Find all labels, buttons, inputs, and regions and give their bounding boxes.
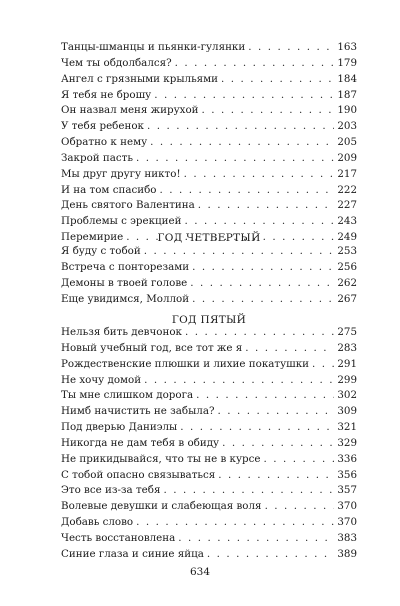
toc-entry-title: Танцы-шманцы и пьянки-гулянки (61, 41, 246, 53)
dot-leader (312, 357, 334, 373)
toc-entry-page: 256 (337, 260, 357, 273)
toc-entry-title: И на том спасибо (61, 183, 157, 196)
toc-entry-title: Рождественские плюшки и лихие покатушки (61, 357, 310, 370)
toc-entry (61, 72, 357, 88)
dot-leader (196, 388, 334, 404)
toc-year-four (61, 244, 357, 307)
toc-entry (61, 499, 357, 515)
toc-entry (61, 341, 357, 357)
toc-entry-title: Закрой пасть (61, 151, 133, 164)
toc-entry (61, 547, 357, 563)
toc-entry-page: 329 (337, 436, 357, 449)
toc-entry (61, 135, 357, 151)
toc-entry-page: 227 (337, 199, 357, 212)
dot-leader (180, 420, 334, 436)
toc-entry (61, 468, 357, 484)
dot-leader (184, 214, 334, 230)
dot-leader (160, 183, 335, 199)
toc-entry-title: Встреча с понторезами (61, 260, 190, 273)
toc-entry-page: 190 (337, 104, 357, 117)
toc-entry-title: Честь восстановлена (61, 531, 176, 544)
toc-entry (61, 452, 357, 468)
dot-leader (265, 499, 335, 515)
toc-entry (61, 183, 357, 199)
toc-entry-page: 383 (337, 531, 357, 544)
toc-entry (61, 515, 357, 531)
toc-entry-page: 262 (337, 276, 357, 289)
toc-entry-title: Я буду с тобой (61, 245, 141, 257)
dot-leader (217, 404, 334, 420)
toc-entry-page: 321 (337, 421, 357, 434)
toc-entry-title: Нельзя бить девчонок (61, 326, 182, 338)
toc-entry (61, 388, 357, 404)
dot-leader (150, 135, 334, 151)
toc-entry-page: 370 (337, 500, 357, 513)
section-heading-year-four: ГОД ЧЕТВЕРТЫЙ (157, 232, 261, 244)
toc-entry-page: 249 (337, 231, 357, 244)
toc-year-five (61, 325, 357, 563)
dot-leader (202, 103, 335, 119)
toc-entry-page: 299 (337, 373, 357, 386)
toc-entry-page: 163 (337, 41, 357, 53)
toc-entry-page: 222 (337, 183, 357, 196)
toc-entry-title: Это все из-за тебя (61, 484, 161, 497)
dot-leader (144, 244, 335, 260)
dot-leader (248, 40, 334, 56)
dot-leader (245, 341, 334, 357)
toc-entry-title: Новый учебный год, все тот же я (61, 341, 243, 354)
toc-entry (61, 531, 357, 547)
dot-leader (222, 436, 334, 452)
dot-leader (154, 88, 334, 104)
dot-leader (221, 72, 334, 88)
dot-leader (192, 260, 334, 276)
toc-entry-page: 187 (337, 88, 357, 101)
toc-entry-title: Добавь слово (61, 516, 134, 529)
toc-entry (61, 325, 357, 341)
toc-entry-page: 356 (337, 468, 357, 481)
toc-part-three (61, 40, 357, 246)
toc-entry (61, 88, 357, 104)
toc-entry-page: 370 (337, 516, 357, 529)
dot-leader (207, 547, 334, 563)
toc-entry-title: Я тебя не брошу (61, 88, 152, 101)
toc-entry (61, 119, 357, 135)
toc-entry (61, 214, 357, 230)
dot-leader (190, 276, 334, 292)
toc-entry-title: Нимб начистить не забыла? (61, 405, 215, 418)
toc-entry-title: Перемирие (61, 231, 124, 244)
section-heading-year-five: ГОД ПЯТЫЙ (171, 314, 247, 326)
toc-entry-page: 336 (337, 452, 357, 465)
toc-entry-title: Под дверью Даниэлы (61, 421, 178, 434)
toc-entry-title: С тобой опасно связываться (61, 468, 216, 481)
toc-entry-page: 179 (337, 56, 357, 69)
toc-entry (61, 436, 357, 452)
toc-entry (61, 198, 357, 214)
page-number: 634 (189, 566, 211, 578)
toc-entry (61, 103, 357, 119)
dot-leader (218, 468, 334, 484)
toc-entry-title: Проблемы с эрекцией (61, 215, 182, 228)
toc-entry-title: День святого Валентина (61, 199, 195, 212)
dot-leader (192, 292, 334, 308)
dot-leader (147, 119, 334, 135)
toc-entry-page: 275 (337, 326, 357, 338)
toc-entry-title: Ты мне слишком дорога (61, 389, 194, 402)
toc-entry-title: У тебя ребенок (61, 120, 144, 133)
toc-entry-page: 302 (337, 389, 357, 402)
toc-entry-page: 291 (337, 357, 357, 370)
toc-entry (61, 420, 357, 436)
toc-entry (61, 244, 357, 260)
toc-entry (61, 40, 357, 56)
toc-entry (61, 56, 357, 72)
dot-leader (178, 531, 334, 547)
toc-entry-page: 243 (337, 215, 357, 228)
dot-leader (175, 56, 335, 72)
toc-entry (61, 151, 357, 167)
dot-leader (198, 198, 335, 214)
toc-entry-page: 253 (337, 245, 357, 257)
toc-entry-page: 389 (337, 547, 357, 560)
dot-leader (184, 167, 335, 183)
toc-entry-title: Никогда не дам тебя в обиду (61, 436, 220, 449)
dot-leader (144, 373, 334, 389)
toc-entry-title: Ангел с грязными крыльями (61, 72, 219, 85)
toc-entry-title: Мы друг другу никто! (61, 167, 181, 180)
toc-entry-page: 184 (337, 72, 357, 85)
toc-entry-page: 357 (337, 484, 357, 497)
toc-entry-page: 309 (337, 405, 357, 418)
toc-entry-title: Обратно к нему (61, 136, 148, 149)
toc-entry (61, 357, 357, 373)
toc-entry-page: 203 (337, 120, 357, 133)
toc-entry (61, 276, 357, 292)
toc-entry-page: 267 (337, 292, 357, 305)
toc-entry-title: Он назвал меня жирухой (61, 104, 199, 117)
toc-entry (61, 167, 357, 183)
dot-leader (185, 325, 334, 341)
dot-leader (264, 452, 335, 468)
toc-entry (61, 404, 357, 420)
toc-entry-page: 283 (337, 341, 357, 354)
toc-entry-title: Демоны в твоей голове (61, 276, 188, 289)
toc-entry-title: Еще увидимся, Моллой (61, 292, 190, 305)
toc-entry-page: 205 (337, 136, 357, 149)
toc-entry (61, 483, 357, 499)
toc-entry-title: Не прикидывайся, что ты не в курсе (61, 452, 261, 465)
toc-entry-title: Синие глаза и синие яйца (61, 547, 204, 560)
toc-entry-title: Не хочу домой (61, 373, 142, 386)
dot-leader (136, 515, 334, 531)
toc-entry (61, 260, 357, 276)
toc-entry-title: Чем ты обдолбался? (61, 56, 172, 69)
dot-leader (136, 151, 334, 167)
toc-entry-page: 209 (337, 151, 357, 164)
toc-entry-title: Волевые девушки и слабеющая воля (61, 500, 262, 513)
toc-entry-page: 217 (337, 167, 357, 180)
dot-leader (163, 483, 334, 499)
toc-entry (61, 373, 357, 389)
toc-entry (61, 292, 357, 308)
